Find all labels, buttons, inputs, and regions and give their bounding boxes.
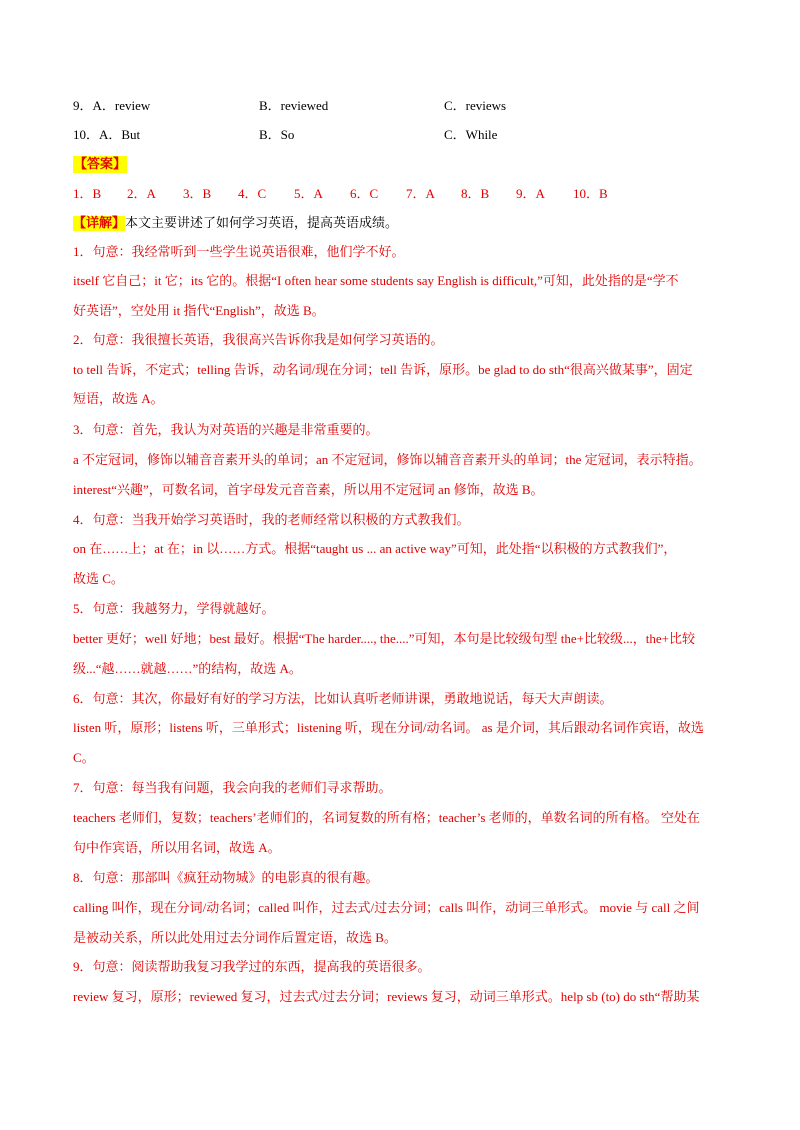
answer-item: 6．C (350, 186, 379, 201)
explanation-line: 6．句意：其次，你最好有好的学习方法，比如认真听老师讲课，勇敢地说话，每天大声朗读。 (73, 691, 613, 706)
q9-option-b: B．reviewed (259, 98, 329, 113)
q10-option-a: 10．A．But (73, 127, 141, 142)
detail-heading: 【详解】 (73, 216, 126, 231)
answer-item: 5．A (294, 186, 323, 201)
q9-option-c: C．reviews (444, 98, 507, 113)
answer-item: 1．B (73, 186, 102, 201)
explanation-line: a 不定冠词，修饰以辅音音素开头的单词；an 不定冠词，修饰以辅音音素开头的单词；the 定冠词，表示特指。 (73, 452, 702, 467)
answer-item: 9．A (516, 186, 545, 201)
explanation-line: 2．句意：我很擅长英语，我很高兴告诉你我是如何学习英语的。 (73, 332, 444, 347)
explanation-line: on 在……上；at 在；in 以……方式。根据“taught us ... an active way”可知，此处指“以积极的方式教我们”， (73, 541, 677, 556)
explanation-line: 级...“越……就越……”的结构，故选 A。 (73, 661, 302, 676)
explanation-line: teachers 老师们，复数；teachers’老师们的，名词复数的所有格；teacher’s 老师的，单数名词的所有格。 空处在 (73, 810, 700, 825)
explanation-line: calling 叫作，现在分词/动名词；called 叫作，过去式/过去分词；calls 叫作，动词三单形式。 movie 与 call 之间 (73, 900, 700, 915)
explanation-line: 短语，故选 A。 (73, 391, 164, 406)
explanation-line: 3．句意：首先，我认为对英语的兴趣是非常重要的。 (73, 422, 379, 437)
explanation-line: interest“兴趣”，可数名词，首字母发元音音素，所以用不定冠词 an 修饰，故选 B。 (73, 482, 544, 497)
q10-option-c: C．While (444, 127, 498, 142)
answer-item: 8．B (461, 186, 490, 201)
answer-item: 7．A (406, 186, 435, 201)
explanation-line: 好英语”，空处用 it 指代“English”，故选 B。 (73, 303, 325, 318)
explanation-line: 8．句意：那部叫《疯狂动物城》的电影真的很有趣。 (73, 870, 379, 885)
answer-heading: 【答案】 (74, 157, 127, 172)
answer-item: 2．A (127, 186, 156, 201)
answer-item: 4．C (238, 186, 267, 201)
explanation-line: better 更好；well 好地；best 最好。根据“The harder...., the....”可知，本句是比较级句型 the+比较级...，the+比较 (73, 631, 695, 646)
detail-intro: 本文主要讲述了如何学习英语，提高英语成绩。 (125, 215, 399, 230)
q10-option-b: B．So (259, 127, 295, 142)
q9-option-a: 9．A．review (73, 98, 151, 113)
explanation-line: 7．句意：每当我有问题，我会向我的老师们寻求帮助。 (73, 780, 392, 795)
explanation-line: 1．句意：我经常听到一些学生说英语很难，他们学不好。 (73, 244, 405, 259)
explanation-line: review 复习，原形；reviewed 复习，过去式/过去分词；reviews 复习，动词三单形式。help sb (to) do sth“帮助某 (73, 989, 700, 1004)
answer-item: 3．B (183, 186, 212, 201)
explanation-line: 故选 C。 (73, 571, 124, 586)
explanation-line: 4．句意：当我开始学习英语时，我的老师经常以积极的方式教我们。 (73, 512, 470, 527)
explanation-line: 5．句意：我越努力，学得就越好。 (73, 601, 275, 616)
explanation-line: listen 听，原形；listens 听，三单形式；listening 听，现在分词/动名词。 as 是介词，其后跟动名词作宾语，故选 (73, 720, 704, 735)
explanation-line: to tell 告诉，不定式；telling 告诉，动名词/现在分词；tell 告诉，原形。be glad to do sth“很高兴做某事”，固定 (73, 362, 693, 377)
answer-item: 10．B (573, 186, 608, 201)
explanation-line: C。 (73, 750, 95, 765)
explanation-line: itself 它自己；it 它；its 它的。根据“I often hear some students say English is difficult,”可知，此处指的是“学不 (73, 273, 679, 288)
detail-intro-line (73, 214, 398, 233)
explanation-line: 句中作宾语，所以用名词，故选 A。 (73, 840, 281, 855)
explanation-line: 是被动关系，所以此处用过去分词作后置定语，故选 B。 (73, 930, 397, 945)
explanation-line: 9．句意：阅读帮助我复习我学过的东西，提高我的英语很多。 (73, 959, 431, 974)
